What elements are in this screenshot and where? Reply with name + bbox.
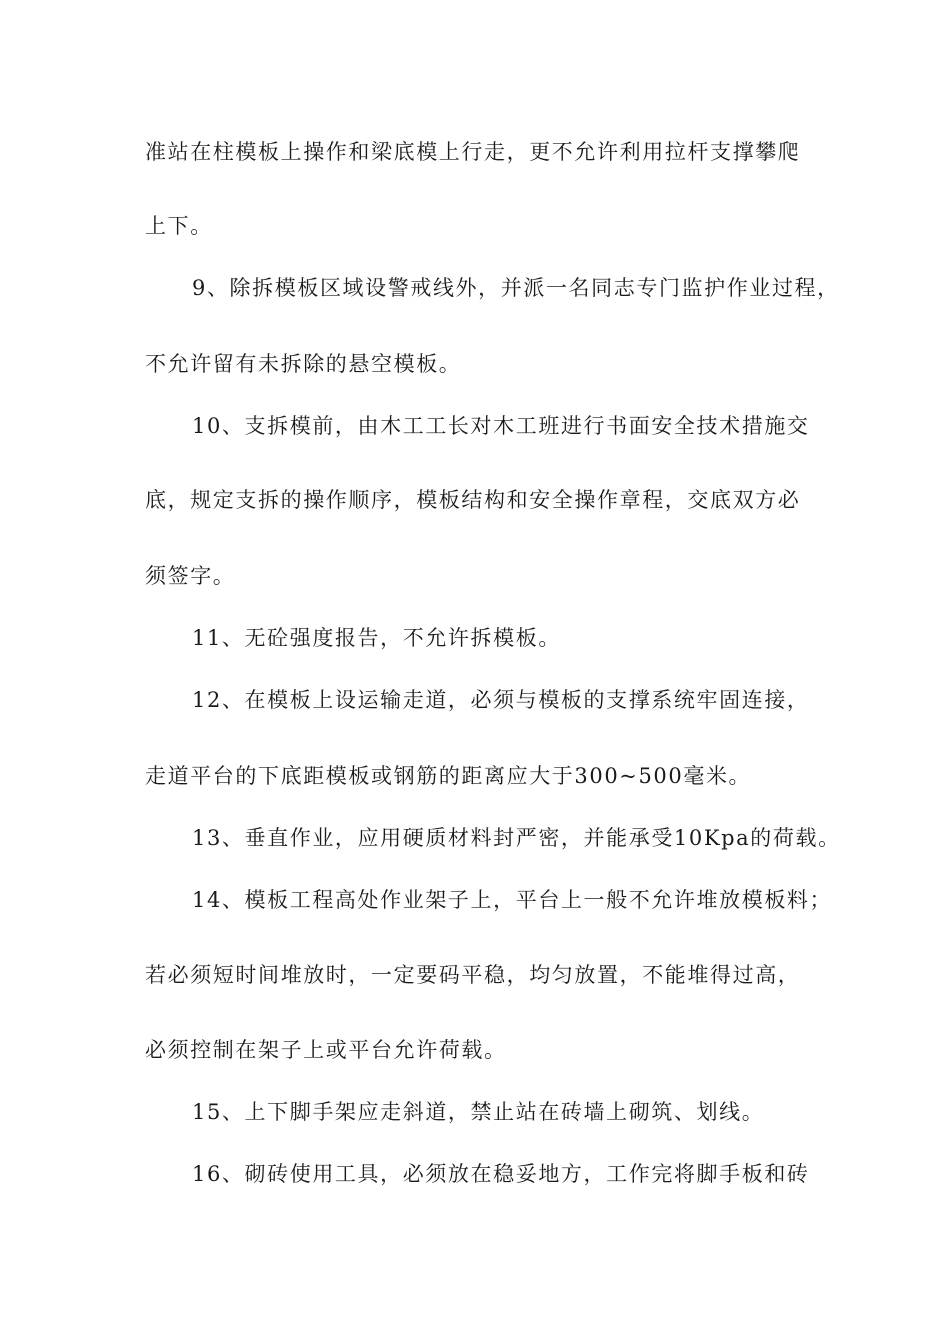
text-line: 准站在柱模板上操作和梁底模上行走，更不允许利用拉杆支撑攀爬 (145, 140, 801, 164)
paragraph-14: 14、模板工程高处作业架子上，平台上一般不允许堆放模板料； (192, 888, 833, 912)
paragraph-9: 9、除拆模板区域设警戒线外，并派一名同志专门监护作业过程， (192, 276, 840, 300)
text-line: 上下。 (145, 214, 213, 238)
text-line: 底，规定支拆的操作顺序，模板结构和安全操作章程，交底双方必 (145, 488, 801, 512)
text-line: 不允许留有未拆除的悬空模板。 (145, 352, 462, 376)
paragraph-10: 10、支拆模前，由木工工长对木工班进行书面安全技术措施交 (192, 414, 810, 438)
text-line: 须签字。 (145, 564, 236, 588)
text-line: 若必须短时间堆放时，一定要码平稳，均匀放置，不能堆得过高， (145, 963, 801, 987)
paragraph-11: 11、无砼强度报告，不允许拆模板。 (192, 626, 561, 650)
text-line: 走道平台的下底距模板或钢筋的距离应大于300~500毫米。 (145, 764, 752, 788)
paragraph-15: 15、上下脚手架应走斜道，禁止站在砖墙上砌筑、划线。 (192, 1100, 765, 1124)
text-line: 必须控制在架子上或平台允许荷载。 (145, 1038, 507, 1062)
paragraph-13: 13、垂直作业，应用硬质材料封严密，并能承受10Kpa的荷载。 (192, 826, 841, 850)
paragraph-16: 16、砌砖使用工具，必须放在稳妥地方，工作完将脚手板和砖 (192, 1162, 810, 1186)
paragraph-12: 12、在模板上设运输走道，必须与模板的支撑系统牢固连接， (192, 688, 810, 712)
